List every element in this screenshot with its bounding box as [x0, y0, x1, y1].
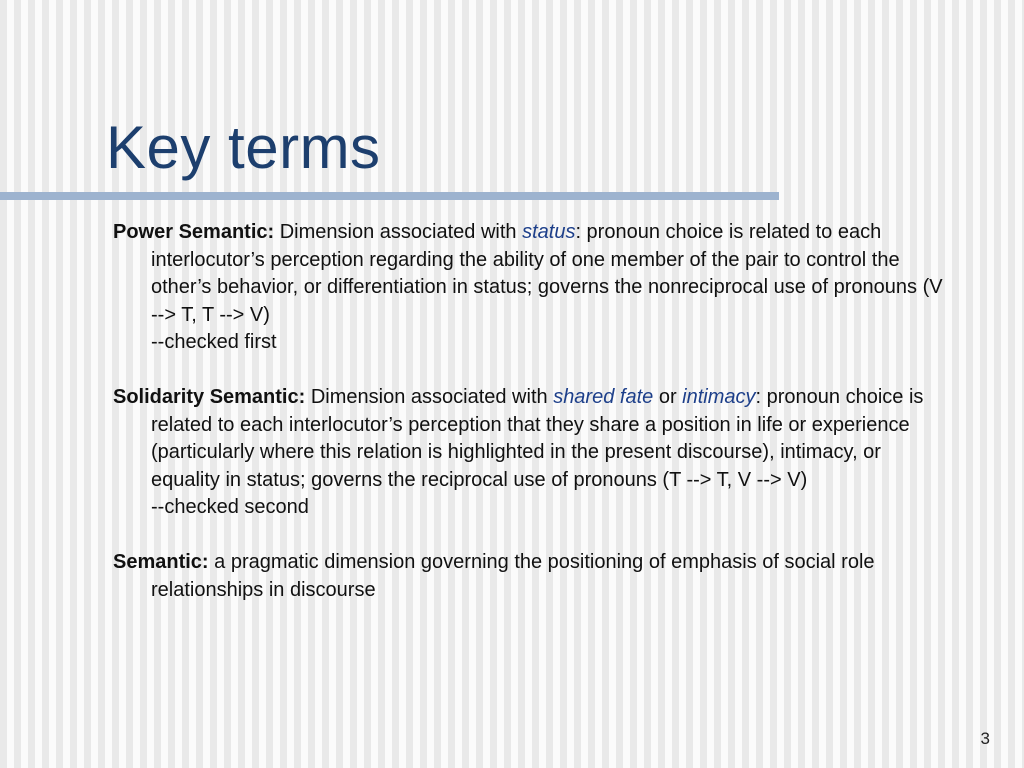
term-semantic: Semantic:: [113, 551, 209, 573]
definition-text: Dimension associated with: [279, 221, 523, 243]
slide-title: Key terms: [106, 114, 381, 181]
definition-text: Dimension associated with: [310, 386, 554, 408]
definition-power-semantic: [113, 219, 953, 357]
order-note: --checked first: [151, 331, 277, 353]
keyword-status: status: [522, 221, 576, 243]
definition-semantic: [113, 549, 953, 604]
definition-text: : pronoun choice is related to each interlocutor’s perception that they share a position in life or experience (particularly where this relation is highlighted in the present discourse), intimacy, or equality in status; governs the reciprocal use of pronouns (T --> T, V --> V): [151, 386, 924, 491]
term-solidarity-semantic: Solidarity Semantic:: [113, 386, 306, 408]
term-power-semantic: Power Semantic:: [113, 221, 275, 243]
page-number: 3: [980, 729, 990, 748]
order-note: --checked second: [151, 496, 309, 518]
keyword-shared-fate: shared fate: [553, 386, 654, 408]
definition-text: or: [653, 386, 683, 408]
definition-text: a pragmatic dimension governing the positioning of emphasis of social role relationships in discourse: [151, 551, 875, 601]
definition-text: : pronoun choice is related to each interlocutor’s perception regarding the ability of one member of the pair to control the other’s behavior, or differentiation in status; governs the nonreciprocal use of pronouns (V --> T, T --> V): [151, 221, 943, 326]
title-underline-bar: [0, 192, 779, 200]
definitions-list: [113, 219, 953, 604]
definition-solidarity-semantic: [113, 384, 953, 522]
keyword-intimacy: intimacy: [682, 386, 756, 408]
